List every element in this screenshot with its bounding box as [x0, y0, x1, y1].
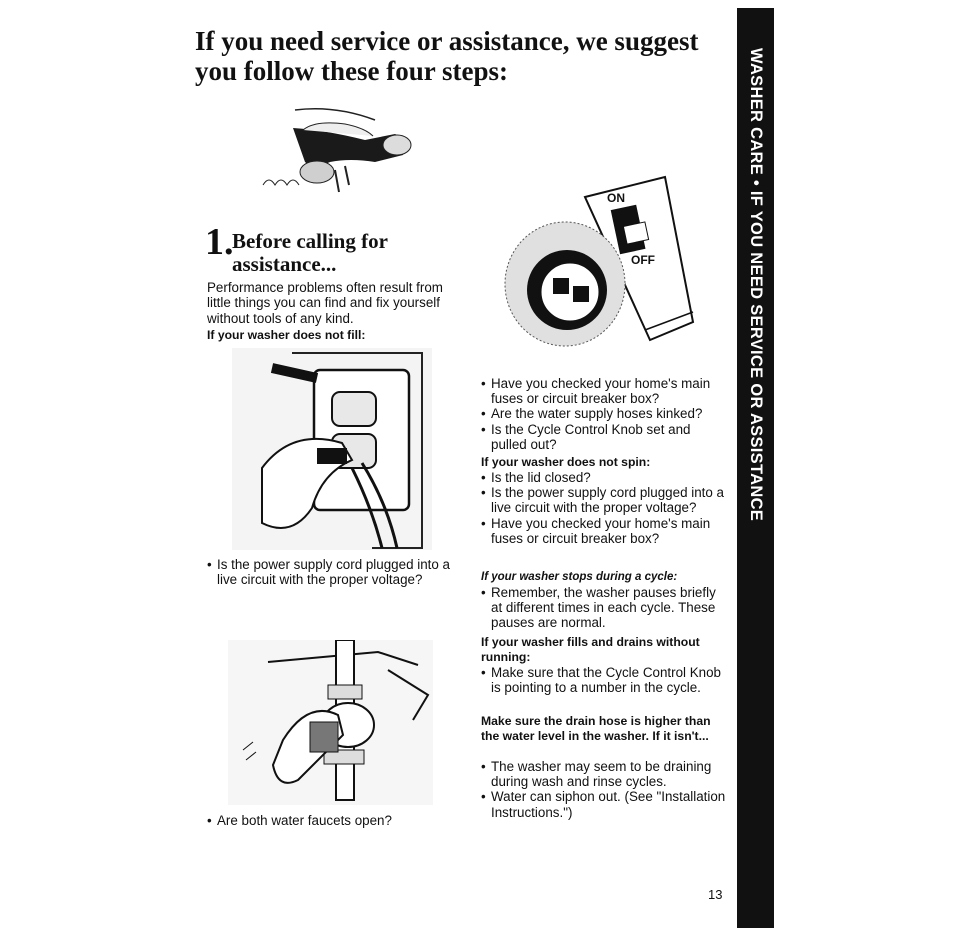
list-item: • The washer may seem to be draining during wash and rinse cycles. — [481, 759, 729, 789]
not-fill-right-list — [481, 376, 729, 452]
list-item: • Make sure that the Cycle Control Knob is pointing to a number in the cycle. — [481, 665, 729, 695]
not-fill-left-list-b — [207, 813, 455, 828]
drain-hose-list — [481, 759, 729, 820]
section-sidebar-tab — [737, 8, 774, 928]
telephone-illustration — [255, 100, 415, 195]
list-item: • Is the lid closed? — [481, 470, 729, 485]
list-item: • Are both water faucets open? — [207, 813, 455, 828]
outlet-plug-illustration — [232, 348, 432, 550]
list-item: • Is the Cycle Control Knob set and pulled out? — [481, 422, 729, 452]
off-label: OFF — [631, 253, 655, 267]
drain-hose-heading: Make sure the drain hose is higher than the water level in the washer. If it isn't... — [481, 714, 711, 743]
page-number: 13 — [708, 887, 723, 902]
not-spin-list — [481, 470, 729, 546]
not-spin-heading: If your washer does not spin: — [481, 455, 651, 469]
list-item: • Have you checked your home's main fuses or circuit breaker box? — [481, 376, 729, 406]
step-intro: Performance problems often result from little things you can find and fix yourself without tools of any kind. — [207, 280, 443, 326]
breaker-fuse-illustration — [495, 172, 695, 372]
fills-drains-heading: If your washer fills and drains without running: — [481, 635, 700, 664]
not-fill-heading: If your washer does not fill: — [207, 328, 366, 342]
list-item: • Have you checked your home's main fuses or circuit breaker box? — [481, 516, 729, 546]
list-item: • Remember, the washer pauses briefly at different times in each cycle. These pauses are normal. — [481, 585, 729, 631]
on-label: ON — [607, 191, 625, 205]
stops-list — [481, 585, 729, 631]
sidebar-label: WASHER CARE • IF YOU NEED SERVICE OR ASSISTANCE — [747, 48, 765, 522]
list-item: • Is the power supply cord plugged into a live circuit with the proper voltage? — [481, 485, 729, 515]
list-item: • Are the water supply hoses kinked? — [481, 406, 729, 421]
faucet-illustration — [228, 640, 433, 805]
list-item: • Is the power supply cord plugged into a live circuit with the proper voltage? — [207, 557, 455, 587]
step-title: Before calling for assistance... — [232, 229, 388, 276]
list-item: • Water can siphon out. (See "Installation Instructions.") — [481, 789, 729, 819]
page-title: If you need service or assistance, we suggest you follow these four steps: — [195, 26, 699, 86]
stops-heading: If your washer stops during a cycle: — [481, 571, 678, 583]
fills-drains-list — [481, 665, 729, 695]
step-number: 1. — [205, 221, 234, 263]
not-fill-left-list-a — [207, 557, 455, 587]
